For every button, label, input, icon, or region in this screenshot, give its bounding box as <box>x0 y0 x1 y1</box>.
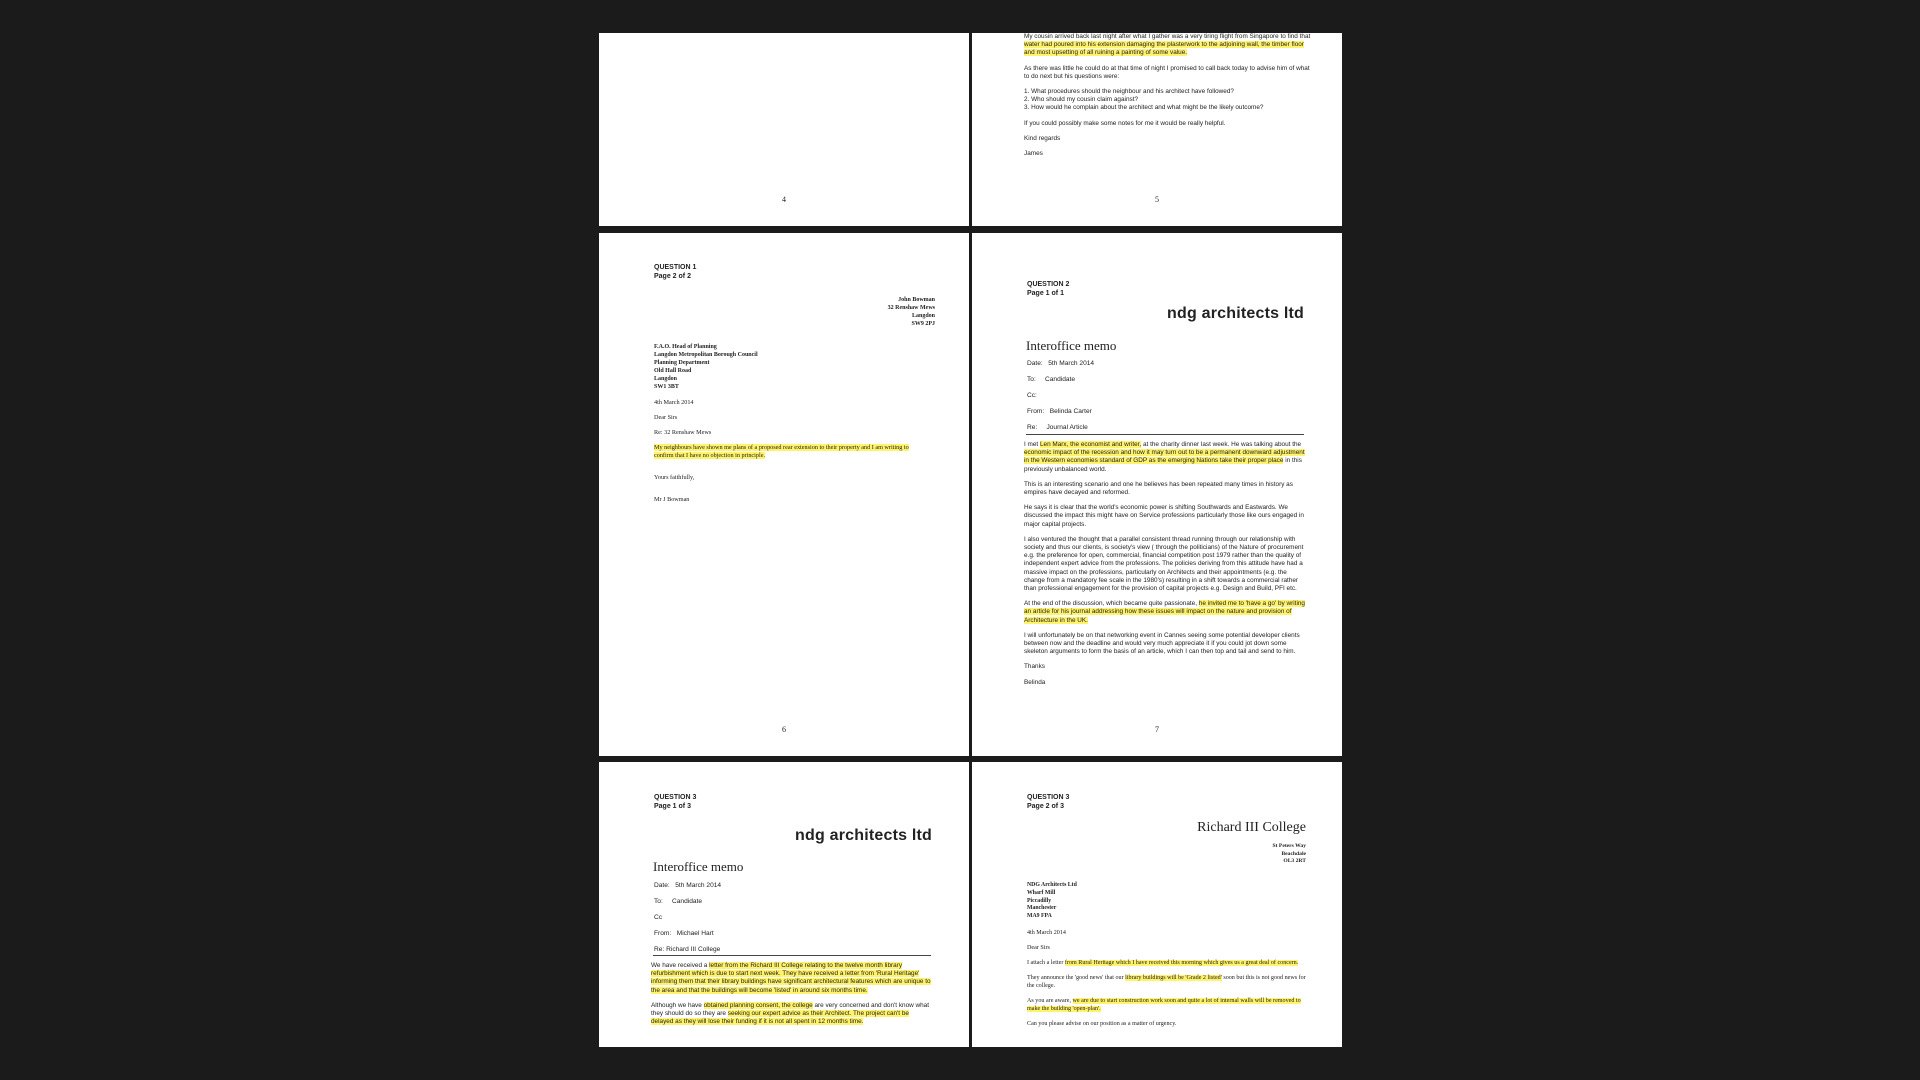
list-item: 3. How would he complain about the architect and what might be the likely outcome? <box>1024 104 1264 112</box>
paragraph: I attach a letter from Rural Heritage which I have received this morning which gives us a great deal of concern. <box>1027 960 1299 966</box>
memo-date: 5th March 2014 <box>675 882 722 889</box>
closing: Thanks <box>1024 663 1045 671</box>
recipient-address: F.A.O. Head of Planning Langdon Metropolitan Borough Council Planning Department Old Hall Road Langdon SW1 3BT <box>654 344 758 390</box>
signature: Belinda <box>1024 678 1046 686</box>
paragraph: At the end of the discussion, which became quite passionate, he invited me to 'have a go' by writing an article for his journal addressing how these issues will impact on the nature and provision of Architecture in the UK. <box>1024 600 1305 624</box>
divider <box>1026 434 1304 435</box>
paragraph: I will unfortunately be on that networking event in Cannes seeing some potential developer clients between now and the deadline and would very much appreciate it if you could jot down some skeleton arguments to form the basis of an article, which I can then top and tail and send to him. <box>1024 631 1300 656</box>
sender-address: John Bowman 32 Renshaw Mews Langdon SW9 2PJ <box>887 297 935 327</box>
paragraph: If you could possibly make some notes for me it would be really helpful. <box>1024 119 1226 127</box>
paragraph <box>654 444 924 460</box>
paragraph: I met Len Marx, the economist and writer, at the charity dinner last week. He was talking about the economic impact of the recession and how it may turn out to be a permanent downward adjustment in the Western economies standard of GDP as the emerging Nations take their proper place in this previously unbalanced world. <box>1024 441 1305 473</box>
page-number: 6 <box>782 725 786 734</box>
subject-line: Re: 32 Renshaw Mews <box>654 429 712 436</box>
page-number: 7 <box>1155 725 1159 734</box>
paragraph: They announce the 'good news' that our library buildings will be 'Grade 2 listed' soon but this is not good news for the college. <box>1027 975 1306 989</box>
recipient-address: NDG Architects Ltd Wharf Mill Piccadilly Manchester MA9 FPA <box>1027 882 1077 920</box>
college-letterhead: Richard III College <box>1197 820 1306 835</box>
document-page-9 <box>972 762 1342 1047</box>
highlight: he invited me to 'have a go' by writing an article for his journal addressing how these issues will impact on the nature and provision of Architecture in the UK. <box>1024 600 1305 624</box>
company-logo: ndg architects ltd <box>1167 305 1304 322</box>
page-number: 4 <box>782 195 786 204</box>
field-label: Cc <box>654 914 663 921</box>
page-label: Page 2 of 3 <box>1027 803 1064 810</box>
paragraph: We have received a letter from the Richard III College relating to the twelve month library refurbishment which is due to start next week. They have received a letter from 'Rural Heritage' informing them that their library buildings have significant architectural features which are unique to the area and that the buildings will become 'listed' in around six months time. <box>651 962 931 994</box>
field-label: Date: <box>1027 360 1043 367</box>
list-item: 2. Who should my cousin claim against? <box>1024 96 1139 104</box>
paragraph: He says it is clear that the world's economic power is shifting Southwards and Eastwards. We discussed the impact this might have on Service professions particularly those like ours engaged in major capital projects. <box>1024 504 1304 528</box>
page-number: 5 <box>1155 195 1159 204</box>
closing: Yours faithfully, <box>654 474 695 481</box>
document-page-6 <box>599 233 969 756</box>
memo-from: Belinda Carter <box>1049 408 1092 415</box>
memo-title: Interoffice memo <box>1026 338 1117 353</box>
divider <box>653 955 931 956</box>
memo-date: 5th March 2014 <box>1048 360 1095 367</box>
signature-name: Mr J Bowman <box>654 496 690 503</box>
memo-title: Interoffice memo <box>653 859 744 874</box>
field-label: From: <box>1027 408 1045 415</box>
field-label: Date: <box>654 882 670 889</box>
college-address: St Peters Way Beachdale OL3 2RT <box>1272 843 1306 864</box>
highlight: letter from the Richard III College relating to the twelve month library refurbishment which is due to start next week. They have received a letter from 'Rural Heritage' informing them that their library buildings have significant architectural features which are unique to the area and that the buildings will become 'listed' in around six months time. <box>651 962 931 994</box>
highlight: seeking our expert advice as their Architect. The project can't be delayed as they will lose their funding if it is not all spent in 12 months time. <box>651 1010 909 1026</box>
memo-to: Candidate <box>671 898 703 905</box>
question-label: QUESTION 2 <box>1027 281 1070 288</box>
highlight: obtained planning consent, the college <box>703 1001 813 1009</box>
highlight: My neighbours have shown me plans of a proposed rear extension to their property and I am writing to confirm that I have no objection in principle. <box>654 444 909 459</box>
salutation: Dear Sirs <box>1027 945 1050 951</box>
letter-date: 4th March 2014 <box>654 399 694 406</box>
paragraph: My cousin arrived back last night after what I gather was a very tiring flight from Singapore to find that water had poured into his extension damaging the plasterwork to the adjoining wall, the timber floor and most upsetting of all ruining a painting of some value. <box>1024 33 1311 57</box>
paragraph: This is an interesting scenario and one he believes has been repeated many times in history as empires have decayed and reformed. <box>1024 480 1293 497</box>
field-label: To: <box>654 898 663 905</box>
paragraph: Can you please advise on our position as a matter of urgency. <box>1027 1021 1177 1027</box>
closing: Kind regards <box>1024 134 1061 142</box>
highlight: Len Marx, the economist and writer, <box>1039 441 1142 448</box>
document-page-5 <box>972 33 1342 226</box>
list-item: 1. What procedures should the neighbour and his architect have followed? <box>1024 88 1234 96</box>
document-page-4 <box>599 33 969 226</box>
paragraph: Although we have obtained planning consent, the college are very concerned and don't know what they should do so they are seeking our expert advice as their Architect. The project can't be delayed as they will lose their funding if it is not all spent in 12 months time. <box>651 1001 930 1026</box>
highlight: from Rural Heritage which I have received this morning which gives us a great deal of concern. <box>1064 960 1299 966</box>
page-label: Page 1 of 3 <box>654 803 691 810</box>
document-page-8 <box>599 762 969 1047</box>
page-label: Page 1 of 1 <box>1027 290 1064 297</box>
memo-from: Michael Hart <box>676 930 714 937</box>
highlight: library buildings will be 'Grade 2 listed' <box>1125 975 1222 981</box>
field-label: Cc: <box>1027 392 1037 399</box>
document-page-7 <box>972 233 1342 756</box>
paragraph: As there was little he could do at that time of night I promised to call back today to advise him of what to do next but his questions were: <box>1024 64 1310 80</box>
question-label: QUESTION 3 <box>1027 794 1070 801</box>
memo-to: Candidate <box>1044 376 1076 383</box>
letter-date: 4th March 2014 <box>1027 930 1066 936</box>
field-label: From: <box>654 930 672 937</box>
field-label: Re: <box>1027 424 1038 431</box>
salutation: Dear Sirs <box>654 414 678 421</box>
memo-subject: Journal Article <box>1046 424 1088 431</box>
highlight: water had poured into his extension damaging the plasterwork to the adjoining wall, the timber floor and most upsetting of all ruining a painting of some value. <box>1024 41 1304 57</box>
company-logo: ndg architects ltd <box>795 827 932 844</box>
question-label: QUESTION 3 <box>654 794 697 801</box>
page-label: Page 2 of 2 <box>654 273 691 280</box>
question-label: QUESTION 1 <box>654 264 697 271</box>
highlight: economic impact of the recession and how it may turn out to be a permanent downward adjustment in the Western economies standard of GDP as the emerging Nations take their proper place <box>1024 449 1305 465</box>
highlight: we are due to start construction work soon and quite a lot of internal walls will be removed to make the building 'open-plan'. <box>1027 998 1301 1012</box>
memo-subject: Re: Richard III College <box>654 946 721 953</box>
paragraph: As you are aware, we are due to start construction work soon and quite a lot of internal walls will be removed to make the building 'open-plan'. <box>1027 998 1301 1012</box>
paragraph: I also ventured the thought that a parallel consistent thread running through our relationship with society and thus our clients, is society's view ( through the politicians) of the Nature of procurement e.g. the preference for open, commercial, financial competition post 1979 rather than the quality of independent expert advice from the professions. The policies deriving from this attitude have had a massive impact on the professions, particularly on Architects and their appointments (e.g. the change from a mandatory fee scale in the 1980's) resulting in a shift towards a commercial rather than professional engagement for the provision of capital projects e.g. Design and Build, PFI etc. <box>1024 535 1304 593</box>
field-label: To: <box>1027 376 1036 383</box>
signature: James <box>1024 150 1043 158</box>
